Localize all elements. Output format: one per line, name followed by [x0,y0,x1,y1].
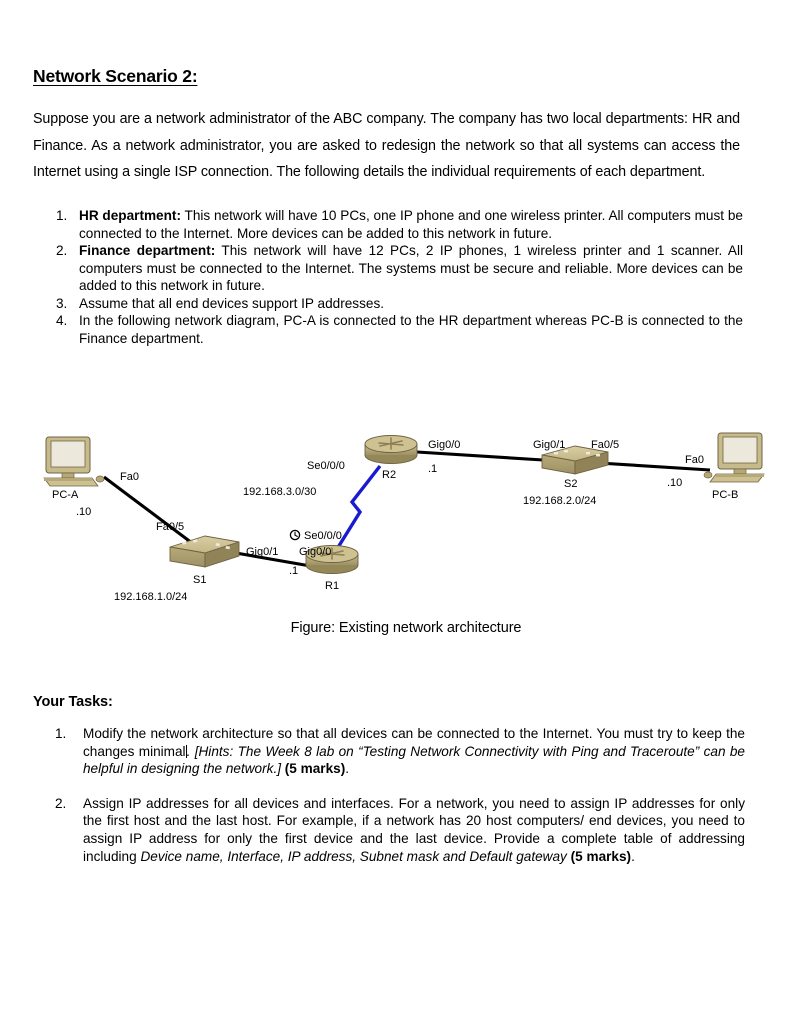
label-r2-ip: .1 [428,463,438,475]
task-number: 1. [55,726,67,741]
task-text-italic: Device name, Interface, IP address, Subnet mask and Default gateway [140,848,567,864]
task-body [83,795,745,865]
list-item-number: 3. [56,295,68,311]
task-text-plain: Assign IP addresses for all devices and interfaces. For a network, you need to assign IP addresses for only the first host and the last host. For example, if a network has 20 host computers/ end devices, you need to assign IP address for only the first device and the last device. Provide a complete table of addressing including [83,795,745,864]
label-r1-se000: Se0/0/0 [304,530,342,542]
list-item-text: This network will have 12 PCs, 2 IP phones, 1 wireless printer and 1 scanner. All computers must be connected to the Internet. The systems must be secure and reliable. More devices can be added to this network in future. [79,243,743,293]
label-lan1-network: 192.168.1.0/24 [114,591,188,602]
device-pc-b[interactable] [704,433,764,482]
list-item-text: This network will have 10 PCs, one IP phone and one wireless printer. All computers must be connected to the Internet. More devices can be added to this network in future. [79,208,743,241]
list-item-lead: Finance department: [79,243,216,258]
list-item-text: In the following network diagram, PC-A is connected to the HR department whereas PC-B is connected to the Finance department. [79,313,743,346]
label-pca-name: PC-A [52,489,79,501]
task-text-tail: . [631,848,635,864]
list-item [53,242,743,295]
task-item [55,725,745,778]
link-r1-r2-serial [332,466,380,557]
label-r2-se000: Se0/0/0 [307,460,345,472]
task-text-tail: . [345,761,350,777]
task-text-italic: . [Hints: The Week 8 lab on “Testing Network Connectivity with Ping and Traceroute” can be helpful in designing the network.] [83,743,745,777]
device-pc-a[interactable] [44,437,104,486]
list-item-number: 1. [56,208,68,223]
task-body [83,725,745,778]
task-item [55,795,745,865]
list-item-body [79,207,743,242]
label-pca-ip: .10 [76,506,92,518]
link-r2-s2 [417,452,543,460]
task-text-plain: Modify the network architecture so that all devices can be connected to the Internet. You must try to keep the changes minimal [83,726,745,759]
task-marks: (5 marks) [281,761,346,777]
label-s1-name: S1 [193,574,207,586]
label-pcb-ip: .10 [667,477,683,489]
label-pcb-fa0: Fa0 [685,454,704,466]
tasks-heading: Your Tasks: [33,694,113,710]
network-diagram [30,422,782,602]
link-pca-s1 [104,477,196,546]
label-s1-fa05: Fa0/5 [156,521,185,533]
label-s2-fa05: Fa0/5 [591,439,620,451]
label-r2-name: R2 [382,469,397,481]
list-item-body [79,242,743,295]
task-marks: (5 marks) [566,848,632,864]
label-r2-gig00: Gig0/0 [428,439,461,451]
list-item-lead: HR department: [79,208,181,223]
list-item-number: 4. [56,313,68,328]
figure-caption: Figure: Existing network architecture [290,620,522,636]
list-item-number: 2. [56,243,68,258]
list-item-body [79,312,743,347]
intro-paragraph: Suppose you are a network administrator of the ABC company. The company has two local departments: HR and Finance. As a network administrator, you are asked to redesign the network so that all systems can access the Internet using a single ISP connection. The following details the individual requirements of each department. [33,111,740,180]
device-r2[interactable] [365,436,417,464]
label-s2-name: S2 [564,478,578,490]
device-s1[interactable] [170,536,239,567]
label-r1-ip: .1 [289,565,299,577]
label-r1-gig00: Gig0/0 [299,546,332,558]
task-number: 2. [55,795,67,811]
label-s2-gig01: Gig0/1 [533,439,566,451]
list-item [53,295,743,313]
list-item [53,312,743,347]
label-wan-network: 192.168.3.0/30 [243,486,317,498]
clock-icon [290,530,299,539]
label-r1-name: R1 [325,580,340,592]
requirements-list [53,207,743,347]
label-s1-gig01: Gig0/1 [246,546,279,558]
list-item-body [79,295,743,313]
page-title: Network Scenario 2: [33,66,198,86]
label-pca-fa0: Fa0 [120,471,139,483]
label-pcb-name: PC-B [712,489,739,501]
list-item [53,207,743,242]
tasks-list [55,725,745,865]
label-lan2-network: 192.168.2.0/24 [523,495,597,507]
list-item-text: Assume that all end devices support IP addresses. [79,295,385,311]
